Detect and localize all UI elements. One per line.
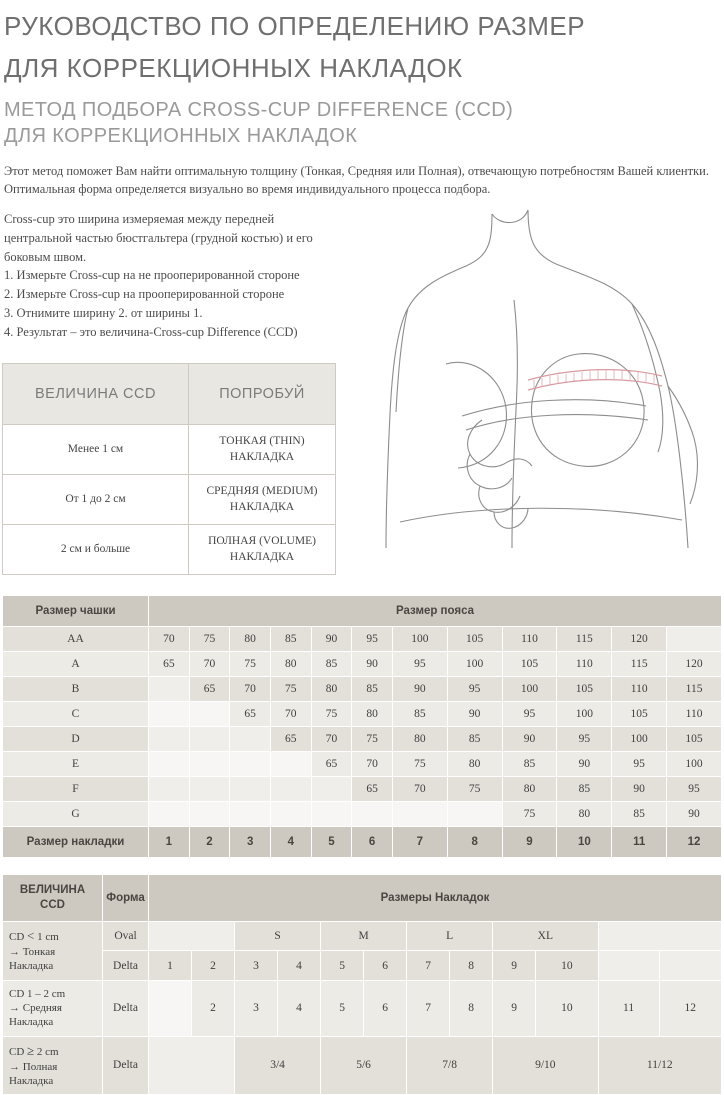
- size-cell-E-10: 90: [557, 752, 612, 777]
- size-cell-C-2: [189, 702, 230, 727]
- size-cell-G-2: [189, 802, 230, 827]
- pad-size-table: [2, 874, 722, 1095]
- size-footer-11: 11: [612, 827, 667, 858]
- ccd-value-2: 2 см и больше: [3, 525, 189, 575]
- table-row: [3, 652, 722, 677]
- size-footer-9: 9: [502, 827, 557, 858]
- size-table-body: [3, 627, 722, 827]
- ccd-value-1: От 1 до 2 см: [3, 475, 189, 525]
- size-cell-C-4: 70: [270, 702, 311, 727]
- ccd-try-2-line2: НАКЛАДКА: [229, 550, 295, 563]
- pads-group-label-0: CD < 1 cm → Тонкая Накладка: [3, 922, 103, 980]
- size-cell-AA-5: 90: [311, 627, 352, 652]
- pads-cell-1-0-10: 11: [598, 980, 659, 1036]
- pads-shape-0-1: Delta: [103, 951, 149, 980]
- size-cell-AA-12: [667, 627, 722, 652]
- pads-header-ccd: [3, 875, 103, 922]
- size-cell-C-7: 85: [392, 702, 447, 727]
- size-cell-E-4: [270, 752, 311, 777]
- size-cell-F-3: [230, 777, 271, 802]
- size-cell-E-1: [149, 752, 190, 777]
- size-cell-E-9: 85: [502, 752, 557, 777]
- pads-cell-0-0-5: [598, 922, 721, 951]
- size-cell-A-10: 110: [557, 652, 612, 677]
- pads-cell-1-0-11: 12: [659, 980, 721, 1036]
- size-cell-F-11: 90: [612, 777, 667, 802]
- size-cell-A-1: 65: [149, 652, 190, 677]
- table-header-row: [3, 875, 722, 922]
- method-step-3: 3. Отнимите ширину 2. от ширины 1.: [4, 305, 203, 320]
- pads-cell-0-0-3: L: [407, 922, 493, 951]
- size-cell-G-3: [230, 802, 271, 827]
- pads-cell-2-0-1: 3/4: [235, 1036, 321, 1094]
- size-cell-A-9: 105: [502, 652, 557, 677]
- size-cell-B-7: 90: [392, 677, 447, 702]
- pads-cell-0-1-7: 8: [450, 951, 493, 980]
- pads-shape-2-0: Delta: [103, 1036, 149, 1094]
- cup-label-AA: AA: [3, 627, 149, 652]
- pads-group-label-2: CD ≥ 2 cm → Полная Накладка: [3, 1036, 103, 1094]
- size-footer-4: 4: [270, 827, 311, 858]
- size-cell-E-12: 100: [667, 752, 722, 777]
- pads-cell-0-1-8: 9: [493, 951, 536, 980]
- size-cell-D-12: 105: [667, 727, 722, 752]
- size-cell-AA-1: 70: [149, 627, 190, 652]
- size-cell-C-10: 100: [557, 702, 612, 727]
- cup-label-E: E: [3, 752, 149, 777]
- pads-cell-0-1-11: [659, 951, 721, 980]
- table-row: [3, 627, 722, 652]
- ccd-try-0-line1: ТОНКАЯ (THIN): [219, 435, 305, 448]
- size-footer-7: 7: [392, 827, 447, 858]
- torso-illustration: [342, 204, 724, 550]
- page-title: РУКОВОДСТВО ПО ОПРЕДЕЛЕНИЮ РАЗМЕР: [4, 11, 586, 41]
- ccd-recommendation-table: [2, 363, 336, 575]
- pads-cell-0-0-1: S: [235, 922, 321, 951]
- size-cell-C-3: 65: [230, 702, 271, 727]
- pads-cell-1-0-6: 7: [407, 980, 450, 1036]
- cup-label-G: G: [3, 802, 149, 827]
- table-row: [3, 980, 722, 1036]
- size-footer-5: 5: [311, 827, 352, 858]
- size-cell-F-1: [149, 777, 190, 802]
- ccd-try-0-line2: НАКЛАДКА: [229, 450, 295, 463]
- pads-cell-1-0-7: 8: [450, 980, 493, 1036]
- size-cell-G-11: 85: [612, 802, 667, 827]
- size-cell-G-9: 75: [502, 802, 557, 827]
- method-section: [0, 210, 724, 575]
- table-row: [3, 922, 722, 951]
- size-cell-F-2: [189, 777, 230, 802]
- size-cell-C-11: 105: [612, 702, 667, 727]
- bra-size-table: [2, 595, 722, 858]
- size-cell-B-3: 70: [230, 677, 271, 702]
- size-cell-B-10: 105: [557, 677, 612, 702]
- size-cell-A-7: 95: [392, 652, 447, 677]
- size-footer-label: Размер накладки: [3, 827, 149, 858]
- method-line-3: боковым швом.: [4, 249, 87, 264]
- size-cell-G-6: [352, 802, 393, 827]
- size-cell-B-2: 65: [189, 677, 230, 702]
- cup-label-A: A: [3, 652, 149, 677]
- size-cell-D-8: 85: [447, 727, 502, 752]
- table-row: [3, 802, 722, 827]
- pads-cell-2-0-5: 11/12: [598, 1036, 721, 1094]
- ccd-try-1-line2: НАКЛАДКА: [229, 500, 295, 513]
- pads-cell-0-0-0: [149, 922, 235, 951]
- size-cell-B-12: 115: [667, 677, 722, 702]
- pads-cell-0-0-2: M: [321, 922, 407, 951]
- ccd-try-2: [189, 525, 336, 575]
- size-footer-8: 8: [447, 827, 502, 858]
- table-header-row: [3, 596, 722, 627]
- size-cell-A-8: 100: [447, 652, 502, 677]
- pads-shape-1-0: Delta: [103, 980, 149, 1036]
- size-cell-F-8: 75: [447, 777, 502, 802]
- method-step-1: 1. Измерьте Cross-cup на не прооперированной стороне: [4, 268, 300, 283]
- size-cell-G-8: [447, 802, 502, 827]
- size-cell-E-5: 65: [311, 752, 352, 777]
- pads-cell-0-1-3: 4: [278, 951, 321, 980]
- pads-cell-2-0-3: 7/8: [407, 1036, 493, 1094]
- size-cell-C-12: 110: [667, 702, 722, 727]
- size-cell-D-10: 95: [557, 727, 612, 752]
- size-cell-F-4: [270, 777, 311, 802]
- pads-cell-2-0-2: 5/6: [321, 1036, 407, 1094]
- size-cell-AA-4: 85: [270, 627, 311, 652]
- intro-paragraph: [0, 148, 724, 198]
- pads-shape-0-0: Oval: [103, 922, 149, 951]
- pads-cell-1-0-2: 3: [235, 980, 278, 1036]
- size-cell-B-5: 80: [311, 677, 352, 702]
- pads-cell-0-1-9: 10: [536, 951, 598, 980]
- cup-label-F: F: [3, 777, 149, 802]
- size-cell-B-6: 85: [352, 677, 393, 702]
- size-cell-A-2: 70: [189, 652, 230, 677]
- cup-label-C: C: [3, 702, 149, 727]
- size-cell-C-6: 80: [352, 702, 393, 727]
- intro-line-1: Этот метод поможет Вам найти оптимальную толщину (Тонкая, Средняя или Полная), отвечающую потребностям: [4, 163, 615, 178]
- size-cell-A-4: 80: [270, 652, 311, 677]
- pads-cell-0-1-6: 7: [407, 951, 450, 980]
- pads-cell-0-1-2: 3: [235, 951, 278, 980]
- size-cell-D-4: 65: [270, 727, 311, 752]
- size-cell-E-2: [189, 752, 230, 777]
- size-cell-F-7: 70: [392, 777, 447, 802]
- size-footer-6: 6: [352, 827, 393, 858]
- size-cell-A-6: 90: [352, 652, 393, 677]
- ccd-try-1-line1: СРЕДНЯЯ (MEDIUM): [206, 485, 318, 498]
- pads-cell-1-0-0: [149, 980, 192, 1036]
- size-cell-B-11: 110: [612, 677, 667, 702]
- pads-cell-1-0-4: 5: [321, 980, 364, 1036]
- size-footer-3: 3: [230, 827, 271, 858]
- size-cell-F-12: 95: [667, 777, 722, 802]
- size-footer-row: [3, 827, 722, 858]
- size-cell-D-6: 75: [352, 727, 393, 752]
- size-cell-C-9: 95: [502, 702, 557, 727]
- size-cell-D-11: 100: [612, 727, 667, 752]
- pads-header-shape: Форма: [103, 875, 149, 922]
- table-header-row: [3, 364, 336, 425]
- pads-cell-0-1-0: 1: [149, 951, 192, 980]
- size-cell-A-11: 115: [612, 652, 667, 677]
- method-step-4: 4. Результат – это величина-Cross-cup Difference (CCD): [4, 324, 298, 339]
- pads-cell-0-1-4: 5: [321, 951, 364, 980]
- size-cell-B-1: [149, 677, 190, 702]
- size-cell-C-5: 75: [311, 702, 352, 727]
- size-cell-AA-3: 80: [230, 627, 271, 652]
- pads-header-ccd-line1: ВЕЛИЧИНА: [19, 884, 86, 897]
- ccd-try-2-line1: ПОЛНАЯ (VOLUME): [208, 535, 316, 548]
- table-row: [3, 752, 722, 777]
- size-cell-D-7: 80: [392, 727, 447, 752]
- pads-cell-2-0-0: [149, 1036, 235, 1094]
- method-step-2: 2. Измерьте Cross-cup на прооперированной стороне: [4, 287, 285, 302]
- page-subtitle-line1: МЕТОД ПОДБОРА CROSS-CUP DIFFERENCE (CCD): [4, 98, 514, 121]
- size-cell-G-10: 80: [557, 802, 612, 827]
- size-cell-AA-11: 120: [612, 627, 667, 652]
- size-cell-G-5: [311, 802, 352, 827]
- cup-label-B: B: [3, 677, 149, 702]
- size-cell-E-6: 70: [352, 752, 393, 777]
- size-cell-D-3: [230, 727, 271, 752]
- size-cell-AA-9: 110: [502, 627, 557, 652]
- ccd-header-value: ВЕЛИЧИНА CCD: [3, 364, 189, 425]
- ccd-header-try: ПОПРОБУЙ: [189, 364, 336, 425]
- size-cell-C-1: [149, 702, 190, 727]
- method-line-2: центральной частью бюстгальтера (грудной костью) и его: [4, 230, 313, 245]
- pads-cell-2-0-4: 9/10: [493, 1036, 598, 1094]
- size-cell-F-6: 65: [352, 777, 393, 802]
- size-cell-A-5: 85: [311, 652, 352, 677]
- page-title-line2: ДЛЯ КОРРЕКЦИОННЫХ НАКЛАДОК: [4, 52, 463, 83]
- pads-cell-1-0-5: 6: [364, 980, 407, 1036]
- table-row: [3, 677, 722, 702]
- size-cell-AA-6: 95: [352, 627, 393, 652]
- size-cell-E-7: 75: [392, 752, 447, 777]
- table-row: [3, 525, 336, 575]
- size-cell-F-5: [311, 777, 352, 802]
- size-footer-12: 12: [667, 827, 722, 858]
- size-cell-AA-7: 100: [392, 627, 447, 652]
- page-subtitle-line2: ДЛЯ КОРРЕКЦИОННЫХ НАКЛАДОК: [4, 124, 358, 147]
- ccd-try-1: [189, 475, 336, 525]
- size-cell-E-3: [230, 752, 271, 777]
- pads-cell-0-0-4: XL: [493, 922, 598, 951]
- size-cell-B-8: 95: [447, 677, 502, 702]
- size-cell-G-1: [149, 802, 190, 827]
- size-cell-E-11: 95: [612, 752, 667, 777]
- size-cell-D-9: 90: [502, 727, 557, 752]
- ccd-try-0: [189, 425, 336, 475]
- size-cell-E-8: 80: [447, 752, 502, 777]
- table-row: [3, 727, 722, 752]
- size-cell-AA-10: 115: [557, 627, 612, 652]
- table-row: [3, 702, 722, 727]
- table-row: [3, 777, 722, 802]
- size-cell-G-12: 90: [667, 802, 722, 827]
- size-cell-G-4: [270, 802, 311, 827]
- size-cell-AA-2: 75: [189, 627, 230, 652]
- intro-line-2: Вашей клиентки. Оптимальная форма определяется визуально во время индивидуального процесса подбора.: [4, 163, 709, 196]
- method-line-1: Cross-cup это ширина измеряемая между передней: [4, 212, 275, 227]
- size-cell-A-3: 75: [230, 652, 271, 677]
- pads-table-body: [3, 922, 722, 1095]
- pads-group-label-1: CD 1 – 2 cm → Средняя Накладка: [3, 980, 103, 1036]
- size-footer-10: 10: [557, 827, 612, 858]
- size-footer-1: 1: [149, 827, 190, 858]
- size-cell-D-2: [189, 727, 230, 752]
- ccd-value-0: Менее 1 см: [3, 425, 189, 475]
- table-row: [3, 1036, 722, 1094]
- method-text: [0, 210, 350, 341]
- size-cell-A-12: 120: [667, 652, 722, 677]
- size-cell-F-9: 80: [502, 777, 557, 802]
- pads-cell-1-0-8: 9: [493, 980, 536, 1036]
- size-cell-AA-8: 105: [447, 627, 502, 652]
- table-row: [3, 951, 722, 980]
- pads-cell-0-1-10: [598, 951, 659, 980]
- table-row: [3, 475, 336, 525]
- size-header-band: Размер пояса: [149, 596, 722, 627]
- size-cell-B-4: 75: [270, 677, 311, 702]
- size-cell-B-9: 100: [502, 677, 557, 702]
- pads-header-ccd-line2: CCD: [40, 899, 65, 912]
- pads-cell-1-0-1: 2: [192, 980, 235, 1036]
- pads-cell-1-0-3: 4: [278, 980, 321, 1036]
- pads-cell-0-1-5: 6: [364, 951, 407, 980]
- size-cell-F-10: 85: [557, 777, 612, 802]
- size-cell-D-5: 70: [311, 727, 352, 752]
- pads-cell-0-1-1: 2: [192, 951, 235, 980]
- size-cell-C-8: 90: [447, 702, 502, 727]
- size-header-cup: Размер чашки: [3, 596, 149, 627]
- pads-header-sizes: Размеры Накладок: [149, 875, 722, 922]
- size-footer-2: 2: [189, 827, 230, 858]
- size-cell-D-1: [149, 727, 190, 752]
- table-row: [3, 425, 336, 475]
- pads-cell-1-0-9: 10: [536, 980, 598, 1036]
- size-cell-G-7: [392, 802, 447, 827]
- cup-label-D: D: [3, 727, 149, 752]
